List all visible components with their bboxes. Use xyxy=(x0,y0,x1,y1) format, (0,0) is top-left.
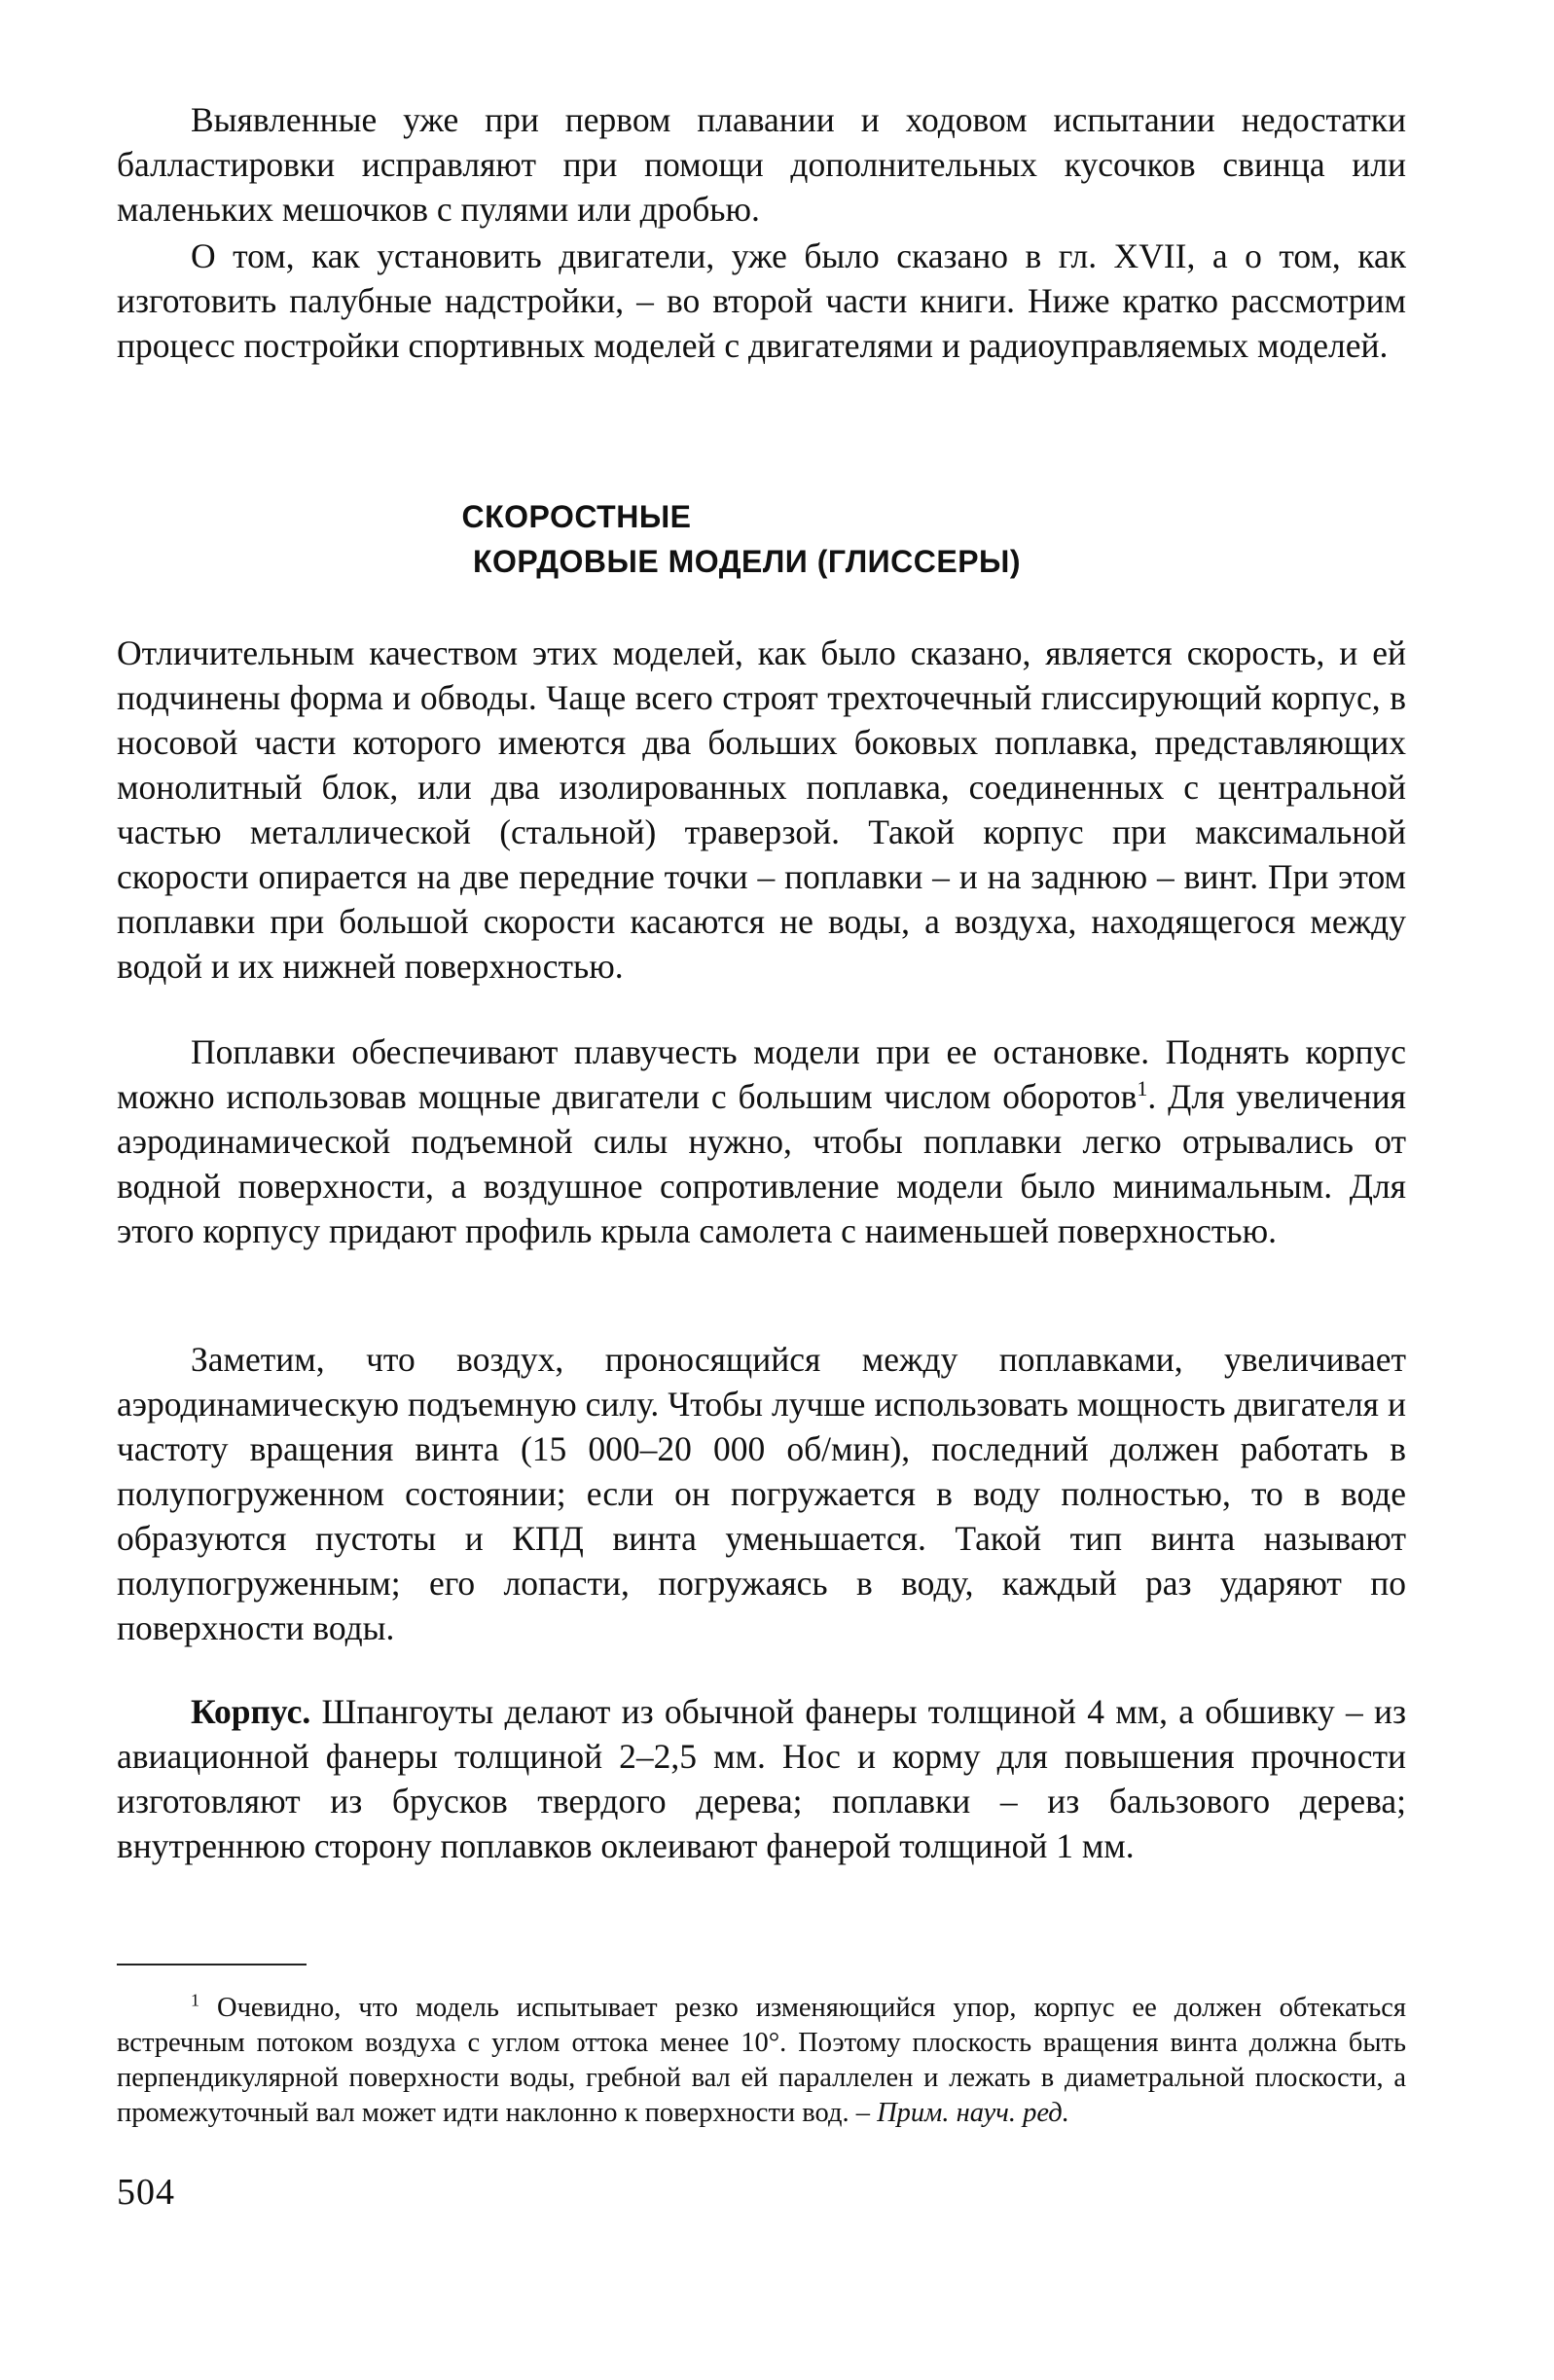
section-heading-line-2: КОРДОВЫЕ МОДЕЛИ (ГЛИССЕРЫ) xyxy=(472,544,1022,579)
section-heading-line-1: СКОРОСТНЫЕ xyxy=(461,499,692,534)
footnote-source: Прим. науч. ред. xyxy=(877,2098,1069,2128)
section-heading xyxy=(117,494,1406,584)
paragraph-hull xyxy=(117,1689,1406,1868)
paragraph-engines: О том, как установить двигатели, уже было сказано в гл. XVII, а о том, как изготовить палубные надстройки, – во второй части книги. Ниже кратко рассмотрим процесс постройки спортивных моделей с двигателями и радиоуправляемых моделей. xyxy=(117,236,1406,365)
footnote-divider xyxy=(117,1964,307,1965)
paragraph-hull-lead: Корпус. xyxy=(191,1692,311,1731)
paragraph-floats-text-2: . Для увеличения аэродинамической подъемной силы нужно, чтобы поплавки легко отрывались от водной поверхности, а воздушное сопротивление модели было минимальным. Для этого корпусу придают профиль крыла самолета с наименьшей поверхностью. xyxy=(117,1077,1407,1250)
footnote-text: Очевидно, что модель испытывает резко изменяющийся упор, корпус ее должен обтекаться встречным потоком воздуха с углом оттока менее 10°. Поэтому плоскость вращения винта должна быть перпендикулярной поверхности воды, гребной вал ей параллелен и лежать в диаметральной плоскости, а промежуточный вал может идти наклонно к поверхности вод. – xyxy=(117,1993,1406,2128)
paragraph-ballast: Выявленные уже при первом плавании и ходовом испытании недостатки балластировки исправляют при помощи дополнительных кусочков свинца или маленьких мешочков с пулями или дробью. xyxy=(117,100,1406,229)
paragraph-speed-hull: Отличительным качеством этих моделей, как было сказано, является скорость, и ей подчинены форма и обводы. Чаще всего строят трехточечный глиссирующий корпус, в носовой части которого имеются два больших боковых поплавка, представляющих монолитный блок, или два изолированных поплавка, соединенных с центральной частью металлической (стальной) траверзой. Такой корпус при максимальной скорости опирается на две передние точки – поплавки – и на заднюю – винт. При этом поплавки при большой скорости касаются не воды, а воздуха, находящегося между водой и их нижней поверхностью. xyxy=(117,633,1406,986)
paragraph-floats xyxy=(117,1029,1406,1253)
page-number: 504 xyxy=(117,2172,175,2213)
paragraph-hull-text: Шпангоуты делают из обычной фанеры толщиной 4 мм, а обшивку – из авиационной фанеры толщиной 2–2,5 мм. Нос и корму для повышения прочности изготовляют из брусков твердого дерева; поплавки – из бальзового дерева; внутреннюю сторону поплавков оклеивают фанерой толщиной 1 мм. xyxy=(117,1692,1406,1865)
footnote xyxy=(117,1991,1406,2131)
paragraph-propeller: Заметим, что воздух, проносящийся между поплавками, увеличивает аэродинамическую подъемную силу. Чтобы лучше использовать мощность двигателя и частоту вращения винта (15 000–20 000 об/мин), последний должен работать в полупогруженном состоянии; если он погружается в воду полностью, то в воде образуются пустоты и КПД винта уменьшается. Такой тип винта называют полупогруженным; его лопасти, погружаясь в воду, каждый раз ударяют по поверхности воды. xyxy=(117,1340,1406,1647)
footnote-mark: 1 xyxy=(191,1990,199,2010)
book-page xyxy=(117,0,1406,2380)
paragraph-floats-text-1: Поплавки обеспечивают плавучесть модели при ее остановке. Поднять корпус можно использовав мощные двигатели с большим числом оборотов xyxy=(117,1032,1406,1116)
footnote-reference[interactable]: 1 xyxy=(1137,1076,1148,1101)
